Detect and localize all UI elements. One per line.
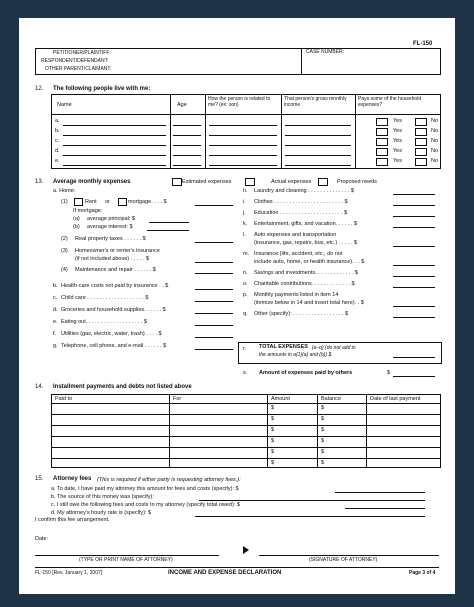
balance-dollar: $	[321, 405, 325, 411]
fee-item-line[interactable]	[335, 492, 425, 493]
debt-row-rule	[51, 425, 440, 426]
col-rule	[170, 94, 171, 168]
expense-amount-line[interactable]	[195, 325, 233, 326]
expense-letter: c.	[53, 295, 58, 301]
household-relation-line[interactable]	[209, 165, 277, 166]
paid-by-others-line[interactable]	[393, 376, 435, 377]
amount-dollar: $	[271, 449, 275, 455]
expense-amount-line[interactable]	[195, 349, 233, 350]
principal-line[interactable]	[149, 222, 189, 223]
household-income-line[interactable]	[285, 165, 351, 166]
amount-dollar: $	[271, 438, 275, 444]
balance-dollar: $	[321, 438, 325, 444]
no-label: No	[431, 148, 439, 154]
expense-amount-line[interactable]	[393, 216, 435, 217]
household-name-line[interactable]	[63, 165, 166, 166]
debt-row-rule	[51, 403, 440, 404]
expense-letter: m.	[243, 251, 250, 257]
arrow-icon	[243, 546, 249, 554]
s14-num: 14.	[35, 384, 44, 390]
actual-label: Actual expenses	[271, 179, 312, 185]
total-note: (a–q) (do not add in	[312, 344, 356, 351]
household-row-letter: e.	[55, 158, 60, 164]
footer-page: Page 3 of 4	[409, 570, 436, 576]
confirm-text: I confirm this fee arrangement.	[35, 517, 110, 523]
expense-label: (insurance, gas, repairs, bus, etc.) . . . . . $	[254, 240, 358, 246]
sig-right-label: (SIGNATURE OF ATTORNEY)	[309, 557, 378, 563]
total-label: TOTAL EXPENSES	[259, 344, 308, 350]
balance-dollar: $	[321, 427, 325, 433]
yes-checkbox[interactable]	[376, 158, 388, 166]
actual-checkbox[interactable]	[245, 178, 255, 186]
col-rule	[355, 94, 356, 168]
avg-interest: average interest: $	[87, 224, 133, 230]
expense-label: Charitable contributions. . . . . . . . . . . . . $	[254, 281, 355, 287]
col-rule	[281, 94, 282, 168]
maint-line[interactable]	[195, 273, 233, 274]
expense-letter: d.	[53, 307, 58, 313]
header-divider	[301, 48, 302, 74]
s14-title: Installment payments and debts not listed above	[53, 384, 192, 390]
sig-left-label: (TYPE OR PRINT NAME OF ATTORNEY)	[79, 557, 173, 563]
fee-item: a. To date, I have paid my attorney this amount for fees and costs (specify): $	[51, 486, 239, 492]
expense-letter: p.	[243, 292, 248, 298]
amount-dollar: $	[271, 460, 275, 466]
ins-line2: (if not included above) . . . . . $	[75, 256, 149, 262]
col-rule	[169, 394, 170, 467]
household-name-line[interactable]	[63, 135, 166, 136]
household-income-line[interactable]	[285, 145, 351, 146]
col-name: Name	[57, 102, 72, 108]
expense-amount-line[interactable]	[393, 287, 435, 288]
s15-num: 15.	[35, 476, 44, 482]
household-row-letter: c.	[55, 138, 60, 144]
col-rule	[317, 394, 318, 467]
mortgage-line[interactable]	[195, 205, 233, 206]
no-checkbox[interactable]	[415, 158, 427, 166]
expense-label: Laundry and cleaning . . . . . . . . . . . . . . $	[254, 188, 354, 194]
s-label: Amount of expenses paid by others	[259, 370, 353, 376]
form-id: FL-150	[413, 41, 433, 47]
expense-amount-line[interactable]	[195, 301, 233, 302]
footer-rev: FL-150 [Rev. January 1, 2007]	[35, 570, 103, 576]
interest-line[interactable]	[147, 230, 189, 231]
s12-title: The following people live with me:	[53, 86, 151, 92]
household-name-line[interactable]	[63, 125, 166, 126]
household-age-line[interactable]	[173, 135, 201, 136]
fee-item-line[interactable]	[345, 508, 425, 509]
avg-principal: average principal: $	[87, 216, 136, 222]
s-dollar: $	[387, 370, 391, 376]
home-1: (1)	[61, 199, 68, 205]
rent-label: Rent	[85, 199, 97, 205]
col-rule	[366, 394, 367, 467]
household-row-letter: d.	[55, 148, 60, 154]
s13-num: 13.	[35, 179, 44, 185]
total-note2: the amounts in a(1)(a) and (b)) $	[259, 352, 332, 358]
expense-amount-line[interactable]	[195, 337, 233, 338]
household-income-line[interactable]	[285, 125, 351, 126]
expense-amount-line[interactable]	[393, 265, 435, 266]
household-age-line[interactable]	[173, 155, 201, 156]
s15-note: (This is required if either party is requesting attorney fees.):	[97, 476, 241, 483]
case-number-label: CASE NUMBER:	[306, 49, 345, 55]
expense-label: Monthly payments listed in item 14	[254, 292, 339, 298]
s13-title: Average monthly expenses	[53, 179, 131, 185]
col-rule	[205, 94, 206, 168]
expense-label: Utilities (gas, electric, water, trash) . . . . $	[61, 331, 162, 337]
household-age-line[interactable]	[173, 125, 201, 126]
attorney-signature-line[interactable]	[259, 555, 439, 556]
fee-item-line[interactable]	[195, 516, 425, 517]
debt-row-rule	[51, 414, 440, 415]
expense-amount-line[interactable]	[393, 246, 435, 247]
expense-letter: o.	[243, 281, 248, 287]
expense-amount-line[interactable]	[393, 306, 435, 307]
fee-item: c. I still owe the following fees and costs to my attorney (specify total owed): $	[51, 502, 240, 508]
expense-label: Groceries and household supplies. . . . . . $	[61, 307, 166, 313]
expense-letter: l.	[243, 232, 246, 238]
debt-row-rule	[51, 447, 440, 448]
expense-letter: i.	[243, 199, 246, 205]
household-relation-line[interactable]	[209, 125, 277, 126]
no-checkbox[interactable]	[415, 138, 427, 146]
yes-label: Yes	[393, 138, 402, 144]
mortgage-checkbox[interactable]	[118, 198, 127, 206]
date-label: Date:	[35, 536, 49, 542]
proposed-label: Proposed needs	[337, 179, 378, 185]
expense-amount-line[interactable]	[393, 205, 435, 206]
col-amount: Amount	[271, 396, 290, 402]
taxes-line[interactable]	[195, 242, 233, 243]
expense-letter: e.	[53, 319, 58, 325]
mortgage-label: mortgage. . . . $	[128, 199, 167, 205]
amount-dollar: $	[271, 416, 275, 422]
no-checkbox[interactable]	[415, 118, 427, 126]
form-page: FL-150 PETITIONER/PLAINTIFF: RESPONDENT/DEFENDANT: OTHER PARENT/CLAIMANT: CASE NUMBER: 12. The following people live with me: Name Age How the person is related to me? (ex: son) That person's gross monthly income Pays some of the household expenses? a. Yes No b. Yes No c. Yes No d. Yes No e. Yes No 13. Average monthly expenses Estimated expenses Actual expenses Proposed needs a. Home: (1) Rent or mortgage. . . . $ If mortgage: (a) average principal: $ (b) average interest: $ (2) Real property taxes . . . . . . $ (3) Homeowner's or renter's insurance (if not included above) . . . . . $ (4) Maintenance and repair . . . . . . $ b. Health-care costs not paid by insurance . . $ c. Child care . . . . . . . . . . . . . . . . . . . $ d. Groceries and household supplies. . . . . . $ e. Eating out. . . . . . . . . . . . . . . . . . . $ f. Utilities (gas, electric, water, trash) . . . . $ g. Telephone, cell phone, and e-mail . . . . . . $ h. Laundry and cleaning . . . . . . . . . . . . . . $ i. Clothes . . . . . . . . . . . . . . . . . . . . . . . $ j. Education . . . . . . . . . . . . . . . . . . . . . $ k. Entertainment, gifts, and vacation. . . . . . $ l. Auto expenses and transportation (insurance, gas, repairs, bus, etc.) . . . . . $ m. Insurance (life, accident, etc.; do not include auto, home, or health insurance). . . $ n. Savings and investments. . . . . . . . . . . . . $ o. Charitable contributions. . . . . . . . . . . . . $ p. Monthly payments listed in item 14 (itemize below in 14 and insert total here). . $ q. Other (specify): . . . . . . . . . . . . . . . . . $ r. TOTAL EXPENSES (a–q) (do not add in the amounts in a(1)(a) and (b)) $ s. Amount of expenses paid by others $ 14. Installment payments and debts not listed above Paid to For Amount Balance Date of last payment $ $ $ $ $ $ $ $ $ $ $ $ 15. Attorney fees (This is required if either party is requesting attorney fees.): a. To date, I have paid my attorney this amount for fees and costs (specify): $ b. The source of this money was (specify): c. I still owe the following fees and costs to my attorney (specify total owed): $ d. My attorney's hourly rate is (specify): $ I confirm this fee arrangement. Date: (TYPE OR PRINT NAME OF ATTORNEY) (SIGNATURE OF ATTORNEY) FL-150 [Rev. January 1, 2007] INCOME AND EXPENSE DECLARATION Page 3 of 4	[19, 18, 455, 594]
col-rule	[267, 394, 268, 467]
household-name-line[interactable]	[63, 145, 166, 146]
expense-letter: n.	[243, 270, 248, 276]
yes-label: Yes	[393, 148, 402, 154]
expense-label: Health-care costs not paid by insurance . . $	[61, 283, 169, 289]
yes-label: Yes	[393, 118, 402, 124]
prop-taxes: Real property taxes . . . . . . $	[75, 236, 146, 242]
rent-checkbox[interactable]	[74, 198, 83, 206]
ins-line1: Homeowner's or renter's insurance	[75, 248, 160, 254]
yes-checkbox[interactable]	[376, 128, 388, 136]
expense-letter: f.	[53, 331, 57, 337]
s12-num: 12.	[35, 86, 44, 92]
party-other: OTHER PARENT/CLAIMANT:	[45, 66, 112, 72]
yes-label: Yes	[393, 158, 402, 164]
debts-table	[51, 394, 441, 468]
expense-label: Auto expenses and transportation	[254, 232, 337, 238]
balance-dollar: $	[321, 416, 325, 422]
expense-label: (itemize below in 14 and insert total here). . $	[254, 300, 364, 306]
household-relation-line[interactable]	[209, 135, 277, 136]
expense-letter: q.	[243, 311, 248, 317]
total-letter: r.	[243, 346, 247, 352]
expense-letter: b.	[53, 283, 58, 289]
expense-letter: h.	[243, 188, 248, 194]
fee-item: b. The source of this money was (specify):	[51, 494, 154, 500]
s-letter: s.	[243, 370, 248, 376]
footer-rule	[35, 567, 439, 568]
expense-amount-line[interactable]	[393, 276, 435, 277]
no-checkbox[interactable]	[415, 128, 427, 136]
col-relation: How the person is related to me? (ex: son)	[208, 96, 271, 108]
footer-title: INCOME AND EXPENSE DECLARATION	[168, 570, 282, 576]
expense-label: Entertainment, gifts, and vacation. . . . . . $	[254, 221, 358, 227]
expense-amount-line[interactable]	[393, 194, 435, 195]
total-line[interactable]	[393, 357, 435, 358]
proposed-checkbox[interactable]	[318, 178, 328, 186]
expense-letter: k.	[243, 221, 248, 227]
estimated-checkbox[interactable]	[172, 178, 182, 186]
no-label: No	[431, 118, 439, 124]
household-row-letter: a.	[55, 118, 60, 124]
expense-label: Savings and investments. . . . . . . . . . . . . $	[254, 270, 358, 276]
yes-checkbox[interactable]	[376, 138, 388, 146]
col-for: For	[173, 396, 182, 402]
party-petitioner: PETITIONER/PLAINTIFF:	[53, 50, 111, 56]
no-label: No	[431, 128, 439, 134]
expense-label: Insurance (life, accident, etc.; do not	[254, 251, 343, 257]
household-name-line[interactable]	[63, 155, 166, 156]
expense-label: Eating out. . . . . . . . . . . . . . . . . . . $	[61, 319, 147, 325]
expense-amount-line[interactable]	[195, 289, 233, 290]
expense-amount-line[interactable]	[393, 227, 435, 228]
expense-label: Education . . . . . . . . . . . . . . . . . . . . . $	[254, 210, 348, 216]
attorney-name-line[interactable]	[35, 555, 219, 556]
estimated-label: Estimated expenses	[182, 179, 232, 185]
party-respondent: RESPONDENT/DEFENDANT:	[41, 58, 109, 64]
amount-dollar: $	[271, 405, 275, 411]
household-age-line[interactable]	[173, 145, 201, 146]
balance-dollar: $	[321, 449, 325, 455]
if-mortgage: If mortgage:	[73, 208, 103, 214]
household-age-line[interactable]	[173, 165, 201, 166]
expense-letter: g.	[53, 343, 58, 349]
col-pays: Pays some of the household expenses?	[358, 96, 422, 108]
col-income: That person's gross monthly income	[284, 96, 347, 108]
expense-label: Child care . . . . . . . . . . . . . . . . . . . $	[61, 295, 149, 301]
no-label: No	[431, 158, 439, 164]
expense-label: Telephone, cell phone, and e-mail . . . . . . $	[61, 343, 167, 349]
fee-item: d. My attorney's hourly rate is (specify): $	[51, 510, 152, 516]
balance-dollar: $	[321, 460, 325, 466]
expense-label: Clothes . . . . . . . . . . . . . . . . . . . . . . . $	[254, 199, 348, 205]
col-balance: Balance	[321, 396, 341, 402]
debt-row-rule	[51, 436, 440, 437]
col-paid-to: Paid to	[55, 396, 73, 402]
insurance-line[interactable]	[195, 262, 233, 263]
yes-label: Yes	[393, 128, 402, 134]
yes-checkbox[interactable]	[376, 148, 388, 156]
expense-amount-line[interactable]	[393, 317, 435, 318]
household-row-letter: b.	[55, 128, 60, 134]
expense-label: Other (specify): . . . . . . . . . . . . . . . . . $	[254, 311, 349, 317]
s15-title: Attorney fees	[53, 476, 92, 482]
yes-checkbox[interactable]	[376, 118, 388, 126]
household-header-rule	[51, 114, 440, 115]
debt-row-rule	[51, 458, 440, 459]
household-relation-line[interactable]	[209, 155, 277, 156]
maint: Maintenance and repair . . . . . . $	[75, 267, 156, 273]
household-income-line[interactable]	[285, 135, 351, 136]
no-label: No	[431, 138, 439, 144]
expense-label: include auto, home, or health insurance). . . $	[254, 259, 365, 265]
home-label: a. Home:	[53, 188, 76, 194]
amount-dollar: $	[271, 427, 275, 433]
expense-letter: j.	[243, 210, 246, 216]
or-label: or	[105, 199, 110, 205]
col-date: Date of last payment	[370, 396, 421, 402]
fee-item-line[interactable]	[199, 500, 425, 501]
col-age: Age	[177, 102, 187, 108]
household-relation-line[interactable]	[209, 145, 277, 146]
household-income-line[interactable]	[285, 155, 351, 156]
expense-amount-line[interactable]	[195, 313, 233, 314]
no-checkbox[interactable]	[415, 148, 427, 156]
